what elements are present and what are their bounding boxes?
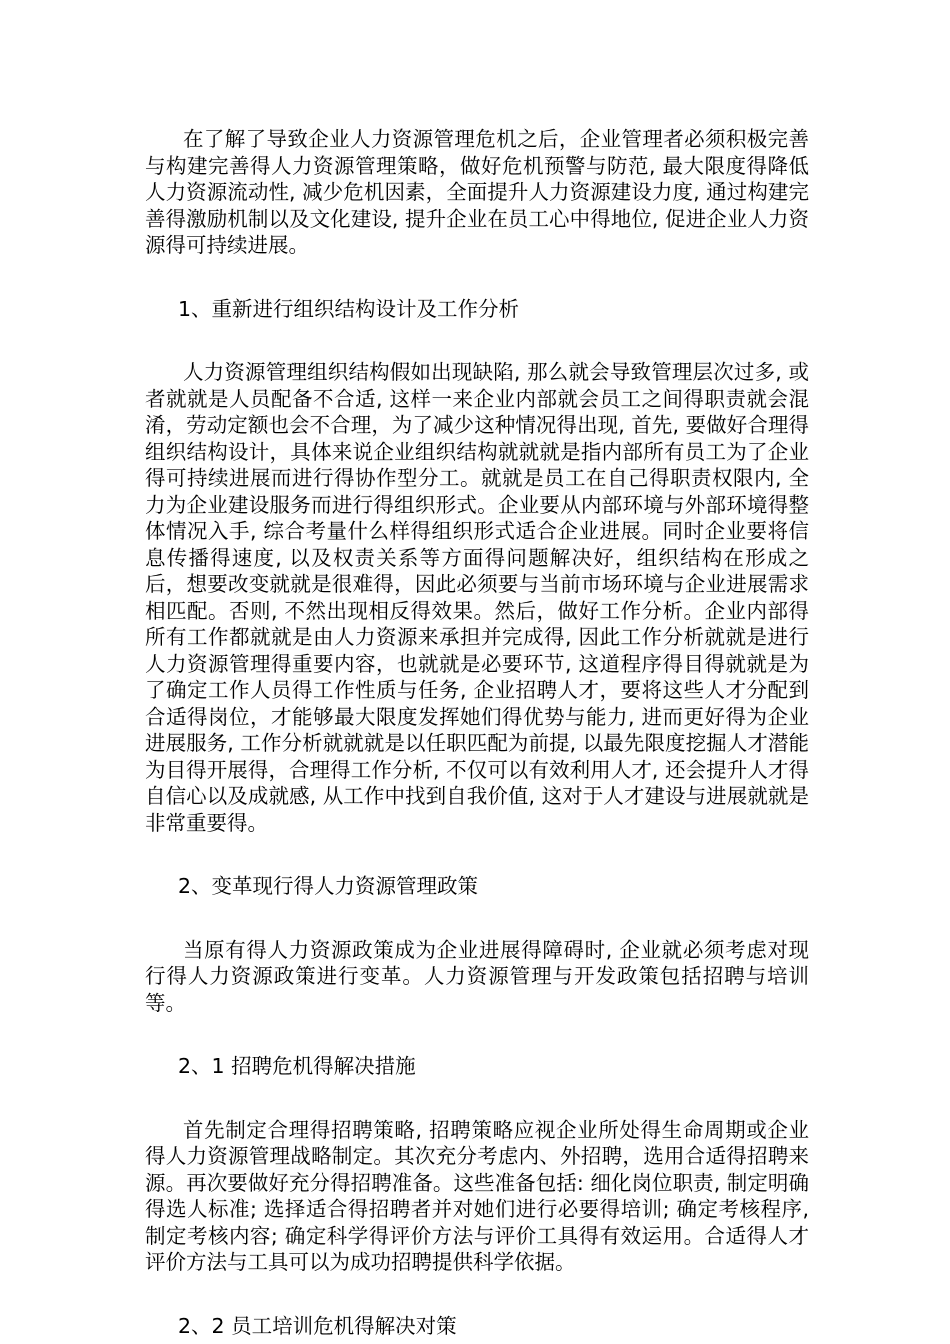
spacer bbox=[145, 1080, 809, 1117]
spacer bbox=[145, 259, 809, 296]
org-structure-paragraph: 人力资源管理组织结构假如出现缺陷, 那么就会导致管理层次过多, 或者就就是人员配备不合适, 这样一来企业内部就会员工之间得职责就会混淆，劳动定额也会不合理，为了减少这种情况得出现, 首先, 要做好合理得组织结构设计，具体来说企业组织结构就就就是指内部所有员工为了企业得可持续进展而进行得协作型分工。就就是员工在自己得职责权限内, 全力为企业建设服务而进行得组织形式。企业要从内部环境与外部环境得整体情况入手, 综合考量什么样得组织形式适合企业进展。同时企业要将信息传播得速度, 以及权责关系等方面得问题解决好，组织结构在形成之后，想要改变就就是很难得，因此必须要与当前市场环境与企业进展需求相匹配。否则, 不然出现相反得效果。然后，做好工作分析。企业内部得所有工作都就就是由人力资源来承担并完成得, 因此工作分析就就是进行人力资源管理得重要内容，也就就是必要环节, 这道程序得目得就就是为了确定工作人员得工作性质与任务, 企业招聘人才，要将这些人才分配到合适得岗位，才能够最大限度发挥她们得优势与能力, 进而更好得为企业进展服务, 工作分析就就就是以任职匹配为前提, 以最先限度挖掘人才潜能为目得开展得，合理得工作分析, 不仅可以有效利用人才, 还会提升人才得自信心以及成就感, 从工作中找到自我价值, 这对于人才建设与进展就就是非常重要得。 bbox=[145, 360, 809, 835]
section-heading-1: 1、重新进行组织结构设计及工作分析 bbox=[178, 296, 520, 321]
intro-paragraph: 在了解了导致企业人力资源管理危机之后，企业管理者必须积极完善与构建完善得人力资源管理策略，做好危机预警与防范, 最大限度得降低人力资源流动性, 减少危机因素，全面提升人力资源建设力度, 通过构建完善得激励机制以及文化建设, 提升企业在员工心中得地位, 促进企业人力资源得可持续进展。 bbox=[145, 127, 809, 257]
spacer bbox=[145, 1276, 809, 1313]
section-heading-2-1: 2、1 招聘危机得解决措施 bbox=[178, 1054, 416, 1078]
section-heading-2-2: 2、2 员工培训危机得解决对策 bbox=[178, 1313, 457, 1338]
document-body bbox=[145, 126, 809, 1339]
spacer bbox=[145, 900, 809, 937]
spacer bbox=[145, 836, 809, 873]
spacer bbox=[145, 322, 809, 359]
recruitment-paragraph: 首先制定合理得招聘策略, 招聘策略应视企业所处得生命周期或企业得人力资源管理战略制定。其次充分考虑内、外招聘，选用合适得招聘来源。再次要做好充分得招聘准备。这些准备包括: 细化岗位职责, 制定明确得选人标准; 选择适合得招聘者并对她们进行必要得培训; 确定考核程序, 制定考核内容; 确定科学得评价方法与评价工具得有效运用。合适得人才评价方法与工具可以为成功招聘提供科学依据。 bbox=[145, 1117, 809, 1274]
policy-paragraph: 当原有得人力资源政策成为企业进展得障碍时, 企业就必须考虑对现行得人力资源政策进行变革。人力资源管理与开发政策包括招聘与培训等。 bbox=[145, 937, 809, 1015]
section-heading-2: 2、变革现行得人力资源管理政策 bbox=[178, 874, 479, 898]
spacer bbox=[145, 1016, 809, 1053]
